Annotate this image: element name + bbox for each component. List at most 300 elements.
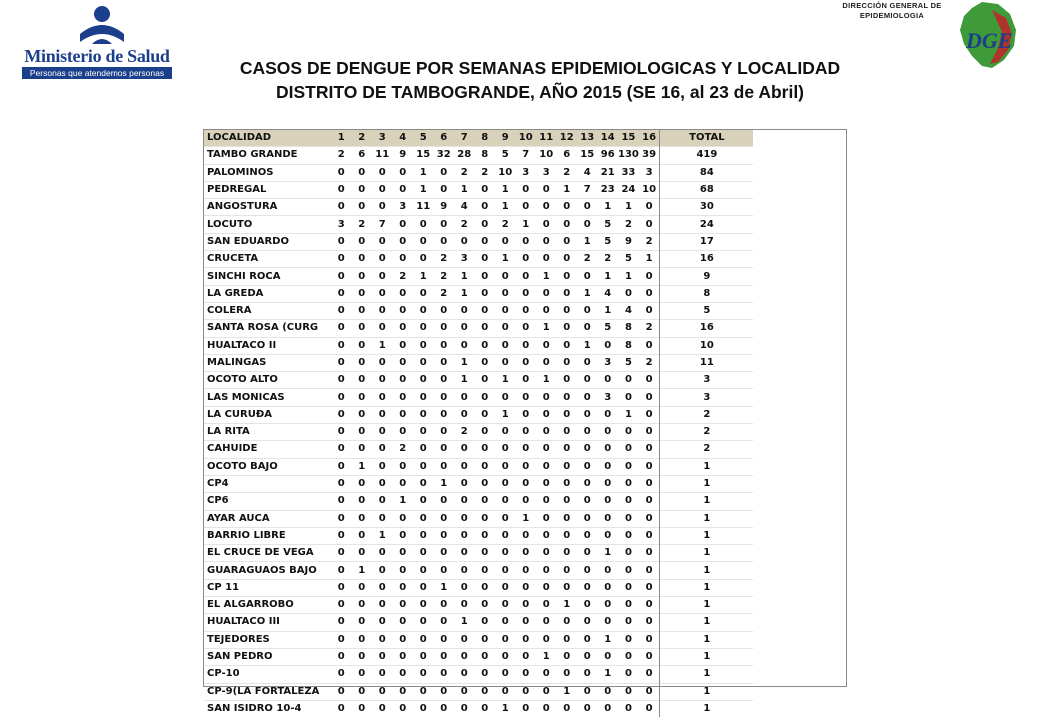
cell-week: 0 xyxy=(624,702,632,714)
cell-week: 1 xyxy=(542,651,550,663)
cell-week: 0 xyxy=(481,374,489,386)
table-row xyxy=(204,372,753,389)
cell-week: 1 xyxy=(542,270,550,282)
cell-week: 0 xyxy=(542,564,550,576)
cell-week: 0 xyxy=(481,443,489,455)
cell-total: 1 xyxy=(660,475,754,492)
cell-week: 0 xyxy=(645,201,653,213)
cell-week: 0 xyxy=(378,633,386,645)
cell-week: 0 xyxy=(378,253,386,265)
cell-week: 0 xyxy=(645,305,653,317)
table-row xyxy=(204,320,753,337)
cell-week: 0 xyxy=(481,460,489,472)
cell-week: 0 xyxy=(378,287,386,299)
cell-week: 0 xyxy=(542,633,550,645)
cell-week: 0 xyxy=(481,581,489,593)
cell-week: 1 xyxy=(460,287,468,299)
cell-week: 2 xyxy=(399,270,407,282)
cell-total: 1 xyxy=(660,648,754,665)
cell-week: 0 xyxy=(481,616,489,628)
cell-week: 0 xyxy=(481,184,489,196)
table-row xyxy=(204,302,753,319)
cell-week: 0 xyxy=(604,702,612,714)
cell-week: 0 xyxy=(522,443,530,455)
cell-localidad: SAN ISIDRO 10-4 xyxy=(207,702,302,714)
cell-total: 1 xyxy=(660,614,754,631)
cell-week: 0 xyxy=(358,426,366,438)
cell-week: 1 xyxy=(583,339,591,351)
table-row xyxy=(204,510,753,527)
cell-week: 0 xyxy=(337,460,345,472)
title-line1: CASOS DE DENGUE POR SEMANAS EPIDEMIOLOGICAS Y LOCALIDAD xyxy=(239,58,841,78)
table-row xyxy=(204,199,753,216)
cell-week: 0 xyxy=(399,564,407,576)
cell-week: 1 xyxy=(583,287,591,299)
cell-week: 0 xyxy=(604,685,612,697)
cell-week: 0 xyxy=(399,305,407,317)
cell-localidad: CAHUIDE xyxy=(207,443,258,455)
cell-week: 0 xyxy=(563,581,571,593)
cell-week: 0 xyxy=(563,529,571,541)
cell-week: 0 xyxy=(501,305,509,317)
cell-week: 1 xyxy=(501,702,509,714)
cell-week: 2 xyxy=(604,253,612,265)
cell-localidad: AYAR AUCA xyxy=(207,512,270,524)
cell-week: 0 xyxy=(399,547,407,559)
cell-week: 0 xyxy=(542,529,550,541)
cell-week: 0 xyxy=(440,184,448,196)
cell-week: 0 xyxy=(604,651,612,663)
cell-week: 0 xyxy=(583,305,591,317)
cell-week: 0 xyxy=(337,322,345,334)
cell-week: 0 xyxy=(337,305,345,317)
header-week-8: 8 xyxy=(481,132,489,144)
cell-week: 0 xyxy=(522,253,530,265)
cell-week: 0 xyxy=(583,374,591,386)
cell-week: 0 xyxy=(542,218,550,230)
cell-week: 0 xyxy=(337,184,345,196)
cell-week: 0 xyxy=(378,564,386,576)
cell-week: 1 xyxy=(460,270,468,282)
cell-week: 4 xyxy=(624,305,632,317)
header-week-1: 1 xyxy=(337,132,345,144)
cell-week: 0 xyxy=(419,564,427,576)
cell-week: 11 xyxy=(416,201,431,213)
cell-week: 0 xyxy=(419,287,427,299)
cell-week: 0 xyxy=(399,426,407,438)
cell-week: 2 xyxy=(460,166,468,178)
cell-week: 0 xyxy=(481,253,489,265)
cell-week: 0 xyxy=(460,651,468,663)
cell-week: 0 xyxy=(460,235,468,247)
cell-week: 0 xyxy=(542,685,550,697)
cell-week: 33 xyxy=(621,166,636,178)
cell-week: 5 xyxy=(604,218,612,230)
cell-week: 0 xyxy=(501,460,509,472)
cell-week: 0 xyxy=(583,478,591,490)
cell-week: 0 xyxy=(419,702,427,714)
cell-week: 0 xyxy=(604,460,612,472)
cell-week: 0 xyxy=(358,651,366,663)
cell-week: 1 xyxy=(419,184,427,196)
cell-week: 3 xyxy=(542,166,550,178)
cell-week: 0 xyxy=(378,357,386,368)
cell-week: 6 xyxy=(358,149,366,161)
cell-week: 0 xyxy=(645,668,653,680)
cell-week: 0 xyxy=(358,616,366,628)
cell-week: 2 xyxy=(440,253,448,265)
cell-week: 0 xyxy=(645,599,653,611)
cell-week: 0 xyxy=(522,581,530,593)
cell-week: 39 xyxy=(642,149,657,161)
cell-week: 0 xyxy=(399,512,407,524)
cell-week: 0 xyxy=(604,339,612,351)
cell-week: 0 xyxy=(460,668,468,680)
cell-week: 1 xyxy=(624,408,632,420)
cell-week: 0 xyxy=(542,478,550,490)
cell-week: 0 xyxy=(542,391,550,403)
table-row xyxy=(204,597,753,614)
cell-week: 0 xyxy=(522,478,530,490)
cell-week: 0 xyxy=(645,443,653,455)
cell-total: 3 xyxy=(660,372,754,389)
cell-week: 0 xyxy=(624,460,632,472)
cell-week: 0 xyxy=(358,235,366,247)
cell-total: 5 xyxy=(660,302,754,319)
cell-week: 0 xyxy=(440,685,448,697)
cell-week: 5 xyxy=(501,149,509,161)
table-row xyxy=(204,268,753,285)
cell-week: 0 xyxy=(563,270,571,282)
cell-week: 0 xyxy=(399,460,407,472)
cell-week: 0 xyxy=(501,287,509,299)
cell-week: 0 xyxy=(501,512,509,524)
cell-week: 0 xyxy=(604,408,612,420)
cell-week: 0 xyxy=(378,651,386,663)
cell-week: 0 xyxy=(563,443,571,455)
cell-week: 0 xyxy=(501,529,509,541)
cell-week: 0 xyxy=(399,702,407,714)
cell-week: 0 xyxy=(358,201,366,213)
cell-week: 0 xyxy=(460,564,468,576)
cell-week: 0 xyxy=(460,460,468,472)
header-week-9: 9 xyxy=(501,132,509,144)
cell-week: 0 xyxy=(563,495,571,507)
table-row xyxy=(204,614,753,631)
cell-week: 0 xyxy=(542,305,550,317)
cell-week: 0 xyxy=(358,599,366,611)
cell-week: 0 xyxy=(399,357,407,368)
header-week-10: 10 xyxy=(518,132,533,144)
cell-week: 0 xyxy=(440,426,448,438)
cell-week: 0 xyxy=(337,685,345,697)
cell-week: 0 xyxy=(419,408,427,420)
cell-week: 1 xyxy=(604,201,612,213)
table-row xyxy=(204,389,753,406)
cell-week: 0 xyxy=(583,218,591,230)
cell-week: 0 xyxy=(460,408,468,420)
cell-week: 0 xyxy=(419,426,427,438)
cell-week: 1 xyxy=(604,305,612,317)
cell-week: 10 xyxy=(498,166,513,178)
cell-week: 3 xyxy=(604,357,612,368)
cell-week: 0 xyxy=(358,339,366,351)
cell-week: 0 xyxy=(624,287,632,299)
table-row xyxy=(204,458,753,475)
cell-week: 0 xyxy=(583,391,591,403)
table-row xyxy=(204,354,753,371)
cell-week: 0 xyxy=(337,391,345,403)
cell-week: 0 xyxy=(583,702,591,714)
cell-week: 0 xyxy=(337,512,345,524)
cell-week: 0 xyxy=(399,651,407,663)
cell-localidad: PEDREGAL xyxy=(207,184,267,196)
table-row xyxy=(204,562,753,579)
cell-week: 0 xyxy=(378,495,386,507)
cell-week: 0 xyxy=(604,495,612,507)
table-row xyxy=(204,251,753,268)
cell-week: 0 xyxy=(501,357,509,368)
cell-week: 0 xyxy=(624,685,632,697)
cell-week: 0 xyxy=(399,685,407,697)
cell-week: 0 xyxy=(542,599,550,611)
cell-week: 0 xyxy=(419,460,427,472)
cell-week: 0 xyxy=(645,270,653,282)
cell-week: 0 xyxy=(481,270,489,282)
cell-week: 0 xyxy=(481,564,489,576)
cell-localidad: CP4 xyxy=(207,478,229,490)
cell-week: 0 xyxy=(481,305,489,317)
cell-week: 0 xyxy=(624,547,632,559)
cell-week: 0 xyxy=(522,357,530,368)
cell-week: 2 xyxy=(358,218,366,230)
cell-week: 0 xyxy=(337,339,345,351)
cell-week: 0 xyxy=(645,339,653,351)
cell-week: 0 xyxy=(358,184,366,196)
cell-week: 0 xyxy=(522,184,530,196)
cell-week: 0 xyxy=(399,235,407,247)
cell-week: 0 xyxy=(563,391,571,403)
cell-localidad: CP-9(LA FORTALEZA xyxy=(207,685,320,697)
cell-week: 0 xyxy=(481,478,489,490)
cell-week: 0 xyxy=(460,391,468,403)
cell-week: 2 xyxy=(399,443,407,455)
cell-week: 0 xyxy=(337,633,345,645)
cell-week: 0 xyxy=(501,581,509,593)
cell-week: 2 xyxy=(481,166,489,178)
cell-week: 9 xyxy=(440,201,448,213)
cell-total: 1 xyxy=(660,493,754,510)
cell-week: 0 xyxy=(563,374,571,386)
cell-week: 0 xyxy=(563,460,571,472)
cell-week: 1 xyxy=(399,495,407,507)
cell-week: 0 xyxy=(645,374,653,386)
cell-week: 0 xyxy=(501,322,509,334)
cell-week: 0 xyxy=(522,322,530,334)
cell-total: 1 xyxy=(660,700,754,717)
cell-week: 0 xyxy=(460,633,468,645)
cell-week: 0 xyxy=(522,599,530,611)
cell-week: 0 xyxy=(440,633,448,645)
cell-week: 0 xyxy=(337,702,345,714)
cell-week: 1 xyxy=(542,374,550,386)
table-row xyxy=(204,683,753,700)
cell-week: 0 xyxy=(522,702,530,714)
cell-week: 0 xyxy=(522,616,530,628)
cell-week: 0 xyxy=(440,374,448,386)
cell-week: 0 xyxy=(645,529,653,541)
cell-week: 3 xyxy=(399,201,407,213)
table-row xyxy=(204,337,753,354)
title-line2: DISTRITO DE TAMBOGRANDE, AÑO 2015 (SE 16, al 23 de Abril) xyxy=(275,82,805,102)
cell-week: 0 xyxy=(440,512,448,524)
cell-week: 2 xyxy=(645,322,653,334)
table-row xyxy=(204,493,753,510)
dge-caption xyxy=(824,1,960,21)
cell-week: 0 xyxy=(522,426,530,438)
cell-week: 0 xyxy=(481,529,489,541)
dge-caption-line2: EPIDEMIOLOGIA xyxy=(859,11,925,20)
cell-week: 0 xyxy=(563,322,571,334)
cell-week: 8 xyxy=(624,339,632,351)
header-localidad: LOCALIDAD xyxy=(207,132,272,144)
cell-week: 0 xyxy=(399,616,407,628)
cell-localidad: HUALTACO II xyxy=(207,339,277,351)
cell-week: 0 xyxy=(645,512,653,524)
cell-week: 0 xyxy=(337,287,345,299)
cell-localidad: EL CRUCE DE VEGA xyxy=(207,547,314,559)
cell-week: 3 xyxy=(645,166,653,178)
cell-localidad: LOCUTO xyxy=(207,218,253,230)
cell-week: 2 xyxy=(337,149,345,161)
cell-week: 0 xyxy=(460,495,468,507)
cell-week: 0 xyxy=(358,547,366,559)
cell-week: 0 xyxy=(583,633,591,645)
cell-week: 10 xyxy=(642,184,657,196)
cell-localidad: LA RITA xyxy=(207,426,250,438)
cell-localidad: HUALTACO III xyxy=(207,616,280,628)
cell-week: 0 xyxy=(358,581,366,593)
cell-week: 0 xyxy=(563,201,571,213)
cell-week: 0 xyxy=(624,426,632,438)
cell-week: 0 xyxy=(399,322,407,334)
cell-week: 4 xyxy=(604,287,612,299)
cell-week: 0 xyxy=(399,668,407,680)
table-row xyxy=(204,666,753,683)
cell-week: 0 xyxy=(440,235,448,247)
cell-week: 0 xyxy=(440,668,448,680)
cell-week: 0 xyxy=(604,426,612,438)
cell-week: 130 xyxy=(618,149,639,161)
cell-total: 8 xyxy=(660,285,754,302)
cell-week: 0 xyxy=(358,633,366,645)
cell-week: 15 xyxy=(416,149,431,161)
cell-week: 0 xyxy=(419,443,427,455)
cell-week: 0 xyxy=(481,599,489,611)
cell-week: 0 xyxy=(419,512,427,524)
cell-week: 1 xyxy=(419,270,427,282)
header-week-14: 14 xyxy=(600,132,615,144)
cell-week: 0 xyxy=(399,184,407,196)
cell-week: 0 xyxy=(358,478,366,490)
cell-localidad: CP-10 xyxy=(207,668,240,680)
cell-localidad: LAS MONICAS xyxy=(207,391,285,403)
cell-week: 0 xyxy=(337,408,345,420)
cell-week: 0 xyxy=(563,702,571,714)
cell-week: 0 xyxy=(645,287,653,299)
cell-week: 0 xyxy=(419,685,427,697)
cell-week: 0 xyxy=(583,564,591,576)
cell-week: 0 xyxy=(481,702,489,714)
cell-localidad: GUARAGUAOS BAJO xyxy=(207,564,317,576)
header-week-12: 12 xyxy=(559,132,574,144)
cell-week: 0 xyxy=(358,443,366,455)
cell-week: 0 xyxy=(542,547,550,559)
cell-total: 24 xyxy=(660,216,754,233)
table-row xyxy=(204,700,753,717)
cell-week: 0 xyxy=(378,547,386,559)
cell-localidad: COLERA xyxy=(207,305,252,317)
cell-week: 0 xyxy=(378,408,386,420)
cell-week: 0 xyxy=(501,443,509,455)
cell-week: 0 xyxy=(440,460,448,472)
cell-week: 0 xyxy=(522,201,530,213)
header-week-2: 2 xyxy=(358,132,366,144)
cell-localidad: LA GREDA xyxy=(207,287,264,299)
cell-total: 1 xyxy=(660,527,754,544)
cell-week: 0 xyxy=(542,460,550,472)
cell-week: 0 xyxy=(501,633,509,645)
cell-week: 0 xyxy=(481,201,489,213)
cell-week: 0 xyxy=(481,287,489,299)
cell-week: 0 xyxy=(481,668,489,680)
cell-week: 0 xyxy=(583,547,591,559)
table-row xyxy=(204,545,753,562)
cell-week: 96 xyxy=(600,149,615,161)
cell-week: 0 xyxy=(542,201,550,213)
table-header-row xyxy=(204,130,753,147)
cell-week: 1 xyxy=(604,547,612,559)
cell-week: 0 xyxy=(583,322,591,334)
table-row xyxy=(204,164,753,181)
cell-week: 5 xyxy=(624,253,632,265)
cell-week: 0 xyxy=(542,616,550,628)
cell-week: 0 xyxy=(399,478,407,490)
table-row xyxy=(204,579,753,596)
cell-week: 0 xyxy=(563,478,571,490)
cell-total: 10 xyxy=(660,337,754,354)
cell-week: 8 xyxy=(481,149,489,161)
cell-week: 0 xyxy=(501,478,509,490)
cell-week: 0 xyxy=(440,702,448,714)
page-title xyxy=(150,56,930,104)
cell-week: 2 xyxy=(440,270,448,282)
minsa-emblem-icon xyxy=(78,4,126,48)
cell-week: 0 xyxy=(501,651,509,663)
table-row xyxy=(204,648,753,665)
cell-week: 0 xyxy=(337,270,345,282)
cell-week: 6 xyxy=(563,149,571,161)
cell-localidad: LA CURUÐA xyxy=(207,408,272,420)
cell-week: 2 xyxy=(645,235,653,247)
cell-week: 0 xyxy=(378,305,386,317)
cell-week: 0 xyxy=(645,564,653,576)
cell-localidad: OCOTO BAJO xyxy=(207,460,278,472)
cell-week: 1 xyxy=(522,512,530,524)
cell-week: 1 xyxy=(501,408,509,420)
cell-week: 0 xyxy=(399,253,407,265)
table-row xyxy=(204,527,753,544)
